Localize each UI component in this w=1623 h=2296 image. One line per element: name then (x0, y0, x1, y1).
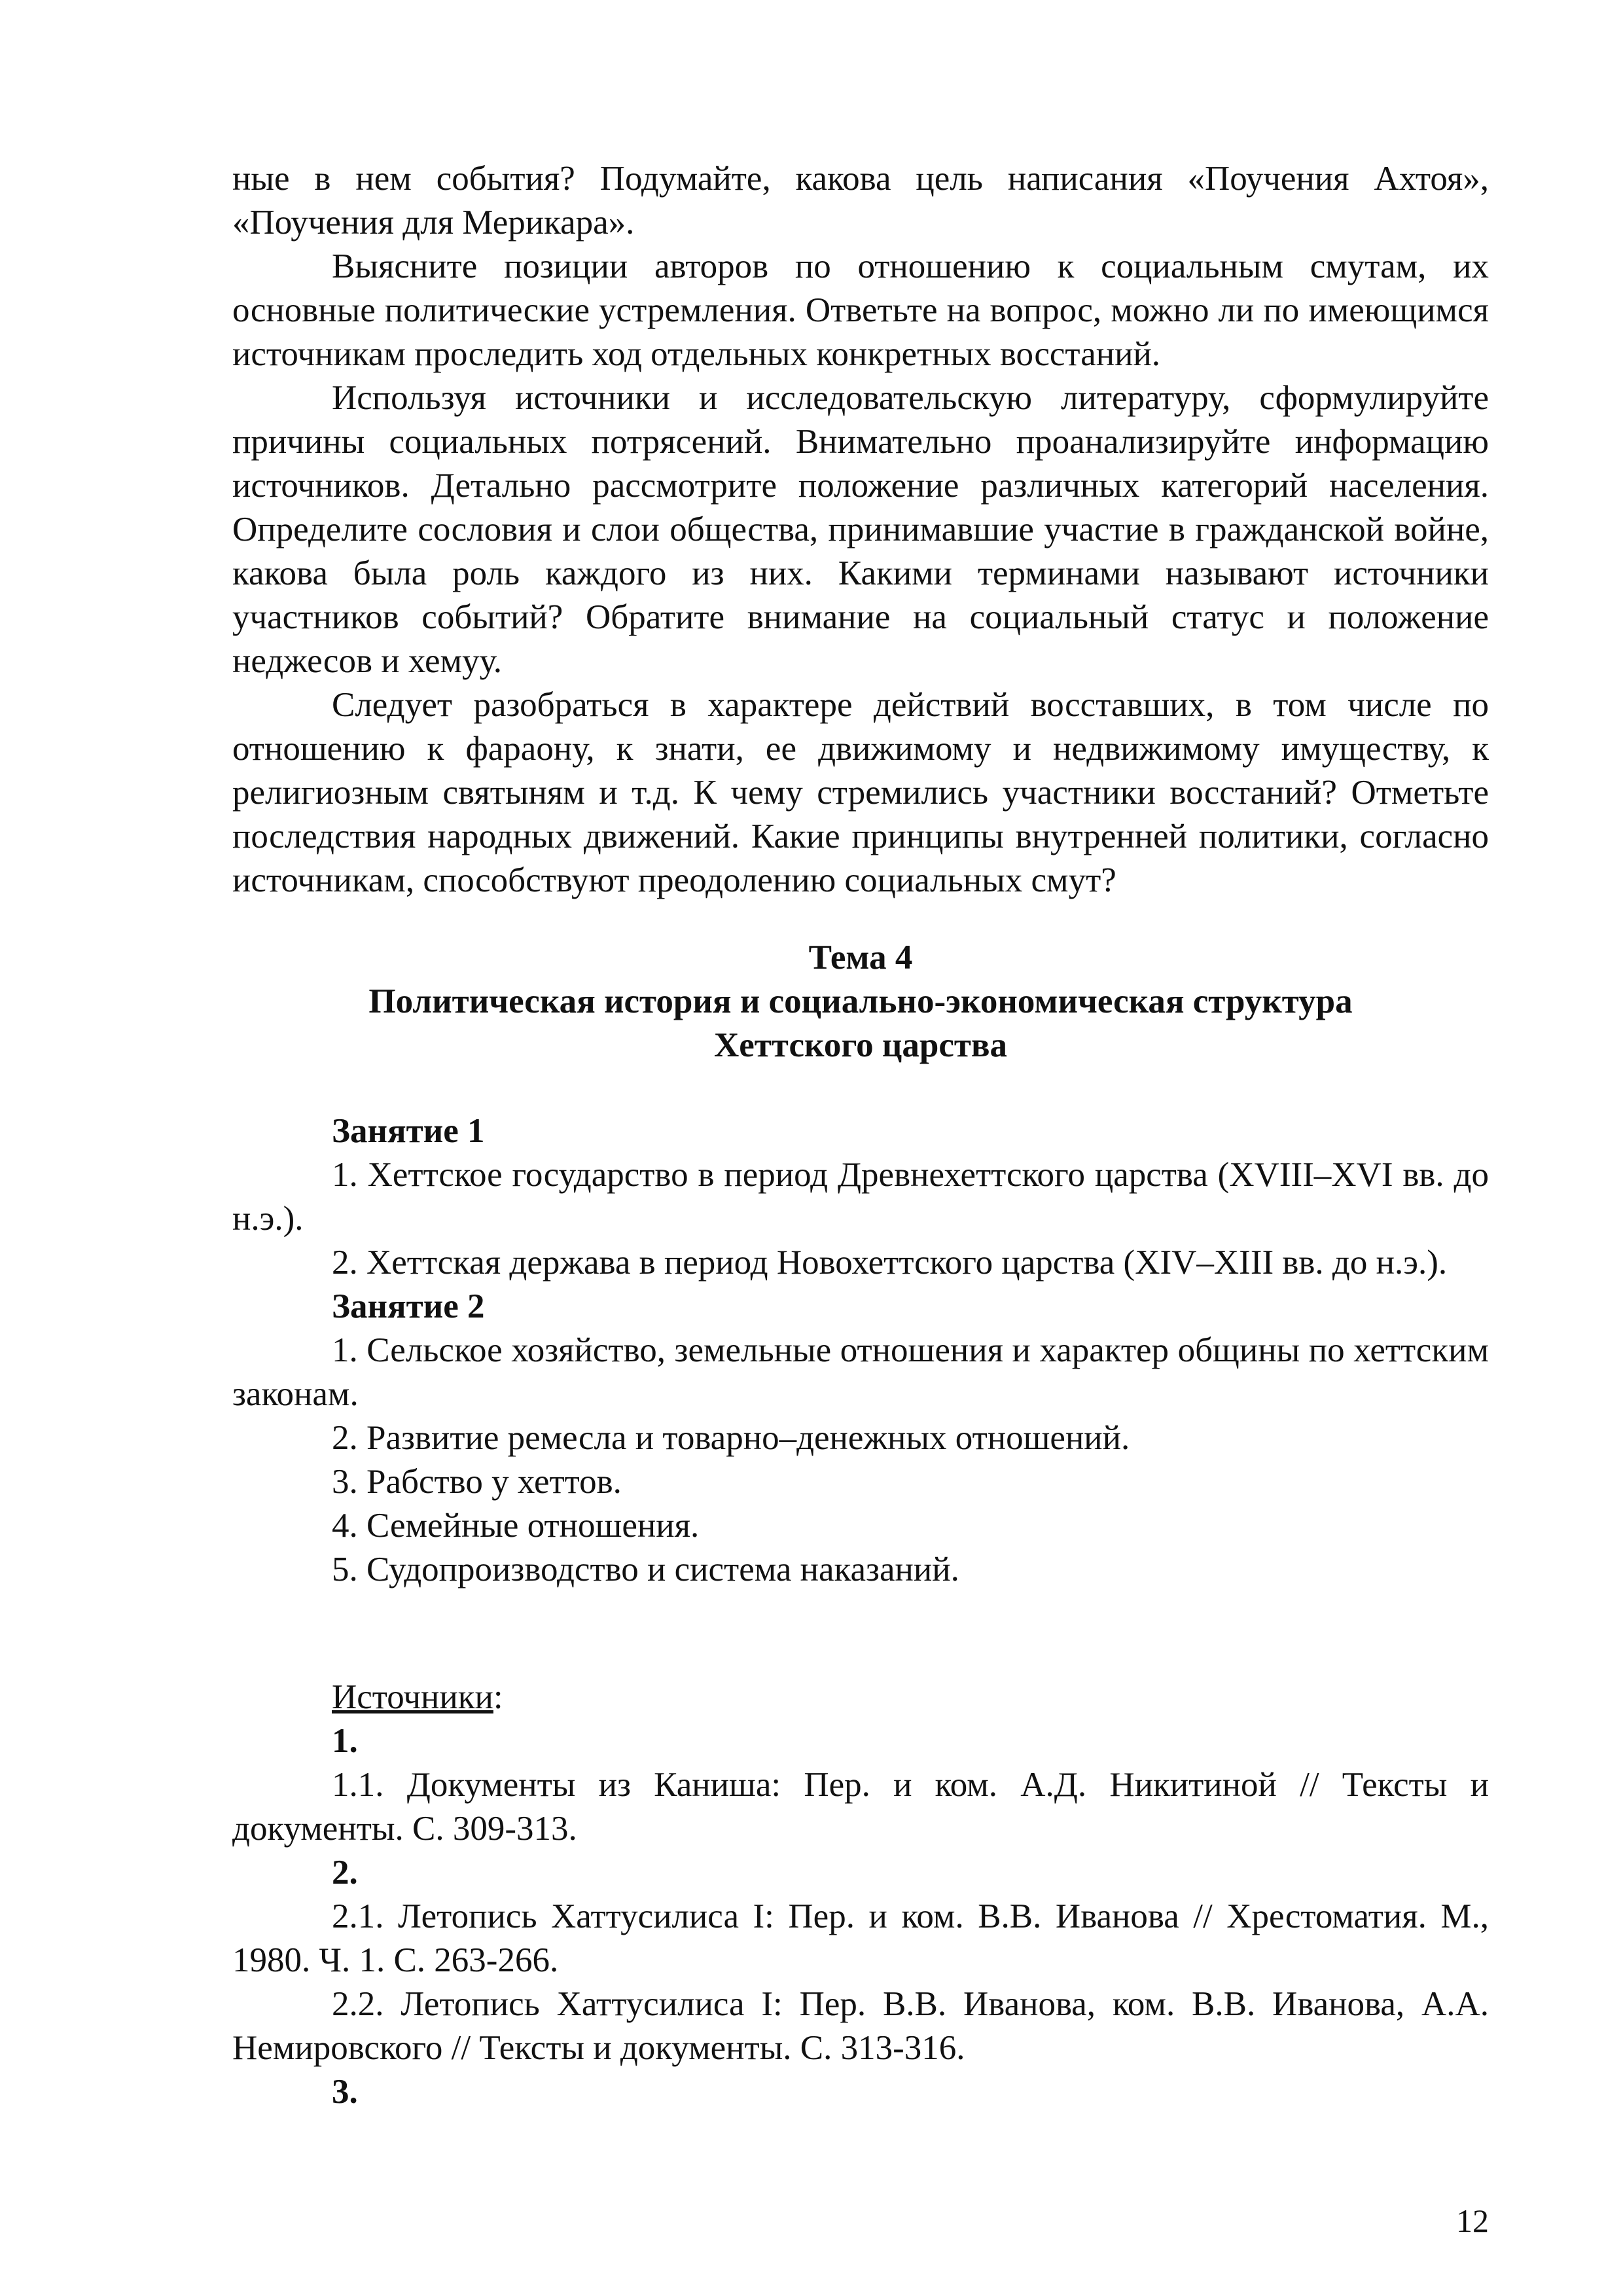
topic-heading (232, 936, 1489, 1067)
session-2-item-3: 3. Рабство у хеттов. (332, 1463, 622, 1501)
topic-title-line-1: Политическая история и социально-экономическая структура (368, 982, 1353, 1020)
sessions-section (232, 1109, 1489, 1592)
topic-title-line-2: Хеттского царства (713, 1026, 1008, 1064)
intro-section (232, 157, 1489, 903)
intro-paragraph-2: Выясните позиции авторов по отношению к социальным смутам, их основные политические устремления. Ответьте на вопрос, можно ли по имеющимся источникам проследить ход отдельных конкретных восстаний. (232, 247, 1489, 373)
session-2-item-4: 4. Семейные отношения. (332, 1507, 700, 1545)
page-number: 12 (1456, 2202, 1489, 2239)
session-2-item-5: 5. Судопроизводство и система наказаний. (332, 1551, 959, 1588)
session-1-label: Занятие 1 (332, 1112, 485, 1150)
intro-paragraph-4: Следует разобраться в характере действий восставших, в том числе по отношению к фараону, к знати, ее движимому и недвижимому имуществу, к религиозным святыням и т.д. К чему стремились участники восстаний? Отметьте последствия народных движений. Какие принципы внутренней политики, согласно источникам, способствуют преодолению социальных смут? (232, 686, 1489, 899)
source-2-1: 2.1. Летопись Хаттусилиса I: Пер. и ком. В.В. Иванова // Хрестоматия. М., 1980. Ч. 1. С. 263-266. (232, 1897, 1489, 1979)
sources-section (232, 1676, 1489, 2114)
topic-number: Тема 4 (808, 939, 913, 977)
session-2-label: Занятие 2 (332, 1287, 485, 1325)
source-group-1: 1. (332, 1722, 358, 1760)
sources-colon: : (493, 1678, 503, 1716)
session-2-item-2: 2. Развитие ремесла и товарно–денежных отношений. (332, 1419, 1130, 1457)
sources-heading (232, 1676, 1489, 1719)
source-2-2: 2.2. Летопись Хаттусилиса I: Пер. В.В. Иванова, ком. В.В. Иванова, А.А. Немировского // Тексты и документы. С. 313-316. (232, 1985, 1489, 2067)
sources-label: Источники (332, 1678, 493, 1716)
intro-paragraph-1: ные в нем события? Подумайте, какова цель написания «Поучения Ахтоя», «Поучения для Мерикара». (232, 160, 1489, 242)
source-group-3: 3. (332, 2073, 358, 2111)
intro-paragraph-3: Используя источники и исследовательскую литературу, сформулируйте причины социальных потрясений. Внимательно проанализируйте информацию источников. Детально рассмотрите положение различных категорий населения. Определите сословия и слои общества, принимавшие участие в гражданской войне, какова была роль каждого из них. Какими терминами называют источники участников событий? Обратите внимание на социальный статус и положение неджесов и хемуу. (232, 379, 1489, 680)
session-2-item-1: 1. Сельское хозяйство, земельные отношения и характер общины по хеттским законам. (232, 1331, 1489, 1413)
source-group-2: 2. (332, 1854, 358, 1892)
session-1-item-1: 1. Хеттское государство в период Древнехеттского царства (XVIII–XVI вв. до н.э.). (232, 1156, 1489, 1238)
source-1-1: 1.1. Документы из Каниша: Пер. и ком. А.Д. Никитиной // Тексты и документы. С. 309-313. (232, 1766, 1489, 1848)
session-1-item-2: 2. Хеттская держава в период Новохеттского царства (XIV–XIII вв. до н.э.). (332, 1244, 1448, 1282)
